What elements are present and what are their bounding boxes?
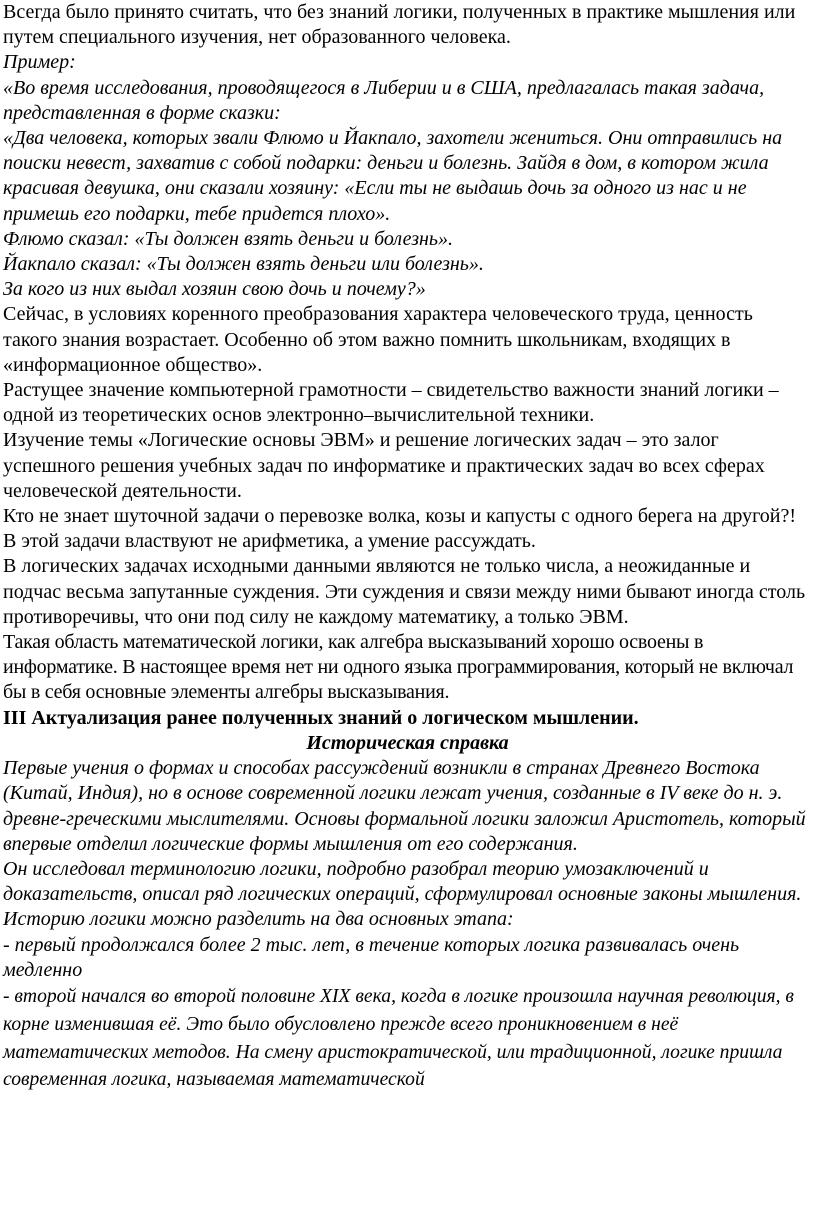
flumo-quote: Флюмо сказал: «Ты должен взять деньги и болезнь». [3,227,454,250]
algebra-paragraph: Такая область математической логики, как алгебра высказываний хорошо освоены в информатике. В настоящее время нет ни одного языка программирования, который не включал бы в себя основные элементы алгебры высказывания. [3,631,794,704]
stage-first: - первый продолжался более 2 тыс. лет, в течение которых логика развивалась очень медленно [3,933,740,981]
logic-tasks-paragraph: В логических задачах исходными данными являются не только числа, а неожиданные и подчас весьма запутанные суждения. Эти суждения и связи между ними бывают иногда столь противоречивы, что они под силу не каждому математику, а только ЭВМ. [3,555,806,628]
section-heading: III Актуализация ранее полученных знаний о логическом мышлении. [3,706,639,729]
literacy-paragraph: Растущее значение компьютерной грамотности – свидетельство важности знаний логики – одной из теоретических основ электронно–вычислительной техники. [3,379,779,427]
wolf-goat-paragraph: Кто не знает шуточной задачи о перевозке волка, козы и капусты с одного берега на другой?! В этой задачи властвуют не арифметика, а умение рассуждать. [3,505,797,553]
fairy-tale-paragraph: «Два человека, которых звали Флюмо и Йакпало, захотели жениться. Они отправились на поиски невест, захватив с собой подарки: деньги и болезнь. Зайдя в дом, в котором жила красивая девушка, они сказали хозяину: «Если ты не выдашь дочь за одного из нас и не примешь его подарки, тебе придется плохо». [3,127,783,225]
history-paragraph-2: Он исследовал терминологию логики, подробно разобрал теорию умозаключений и доказательств, описал ряд логических операций, сформулировал основные законы мышления. [3,857,802,906]
history-heading: Историческая справка [306,731,509,754]
question-line: За кого из них выдал хозяин свою дочь и почему?» [3,278,426,301]
stage-second: - второй начался во второй половине XIX века, когда в логике произошла научная революция, в корне изменившая её. Это было обусловлено прежде всего проникновением в неё математических методов. На смену аристократической, или традиционной, логике пришла современная логика, называемая математической [3,985,794,1091]
labor-paragraph: Сейчас, в условиях коренного преобразования характера человеческого труда, ценность такого знания возрастает. Особенно об этом важно помнить школьникам, входящих в «информационное общество». [3,303,753,376]
intro-paragraph: Всегда было принято считать, что без знаний логики, полученных в практике мышления или путем специального изучения, нет образованного человека. [3,1,796,49]
yakpalo-quote: Йакпало сказал: «Ты должен взять деньги или болезнь». [3,253,484,276]
history-paragraph-1: Первые учения о формах и способах рассуждений возникли в странах Древнего Востока (Китай, Индия), но в основе современной логики лежат учения, созданные в IV веке до н. э. древне-греческими мыслителями. Основы формальной логики заложил Аристотель, который впервые отделил логические формы мышления от его содержания. [3,757,806,855]
research-paragraph: «Во время исследования, проводящегося в Либерии и в США, предлагалась такая задача, представленная в форме сказки: [3,76,765,124]
topic-paragraph: Изучение темы «Логические основы ЭВМ» и решение логических задач – это залог успешного решения учебных задач по информатике и практических задач во всех сферах человеческой деятельности. [3,429,765,502]
example-label: Пример: [3,51,76,74]
stages-intro: Историю логики можно разделить на два основных этапа: [3,908,514,931]
